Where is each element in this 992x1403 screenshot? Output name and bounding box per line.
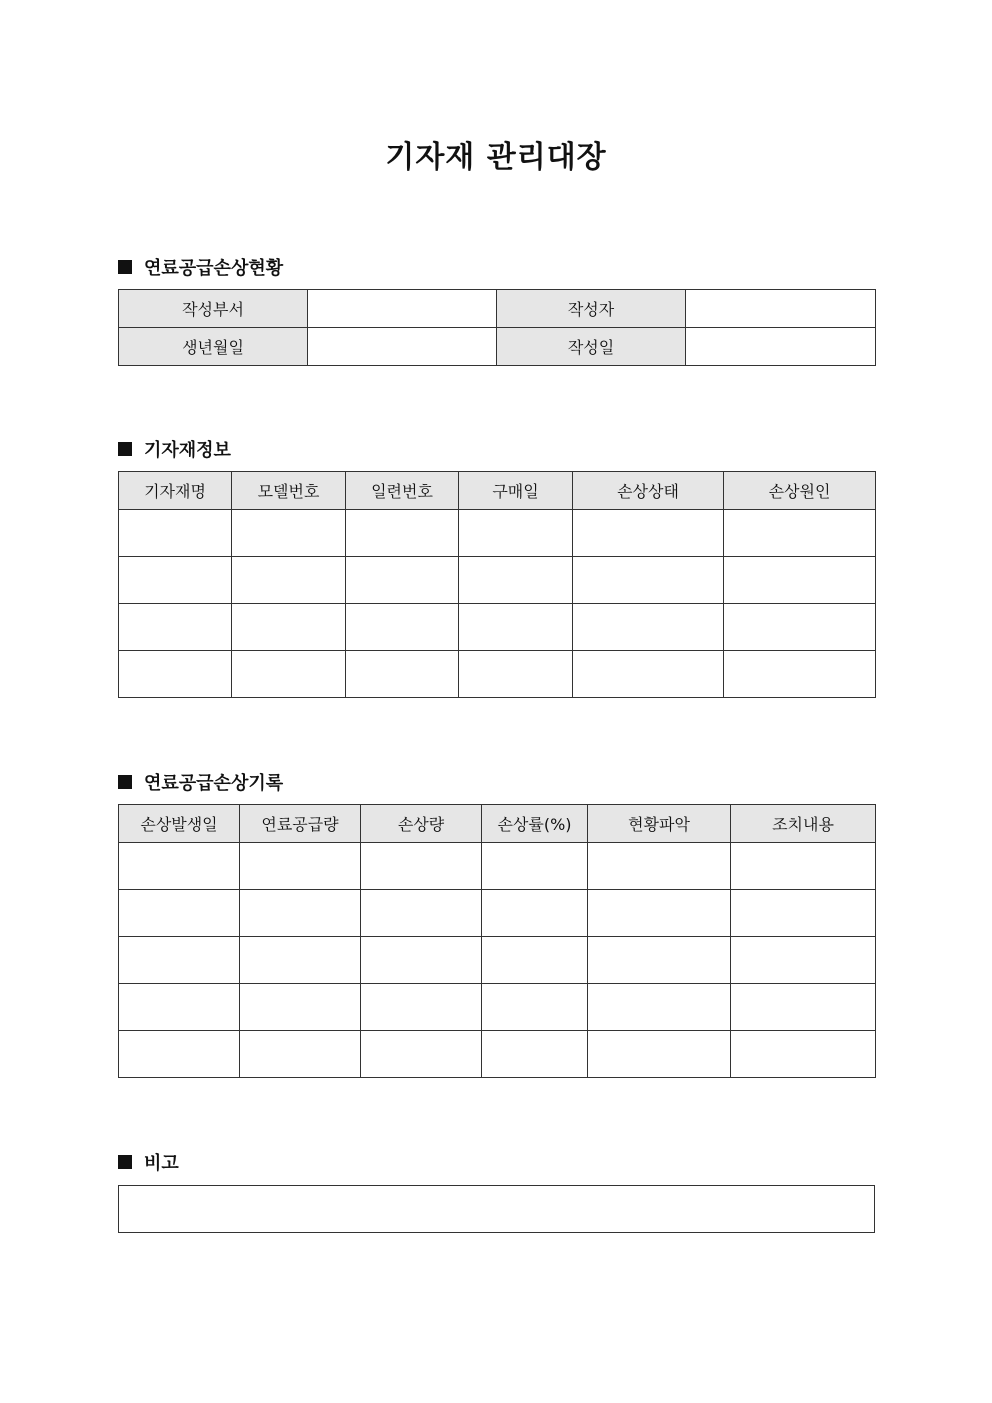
column-header-status-check: 현황파악 bbox=[588, 805, 731, 843]
author-field[interactable] bbox=[686, 290, 876, 328]
table-cell[interactable] bbox=[573, 651, 724, 698]
table-cell[interactable] bbox=[573, 510, 724, 557]
table-cell[interactable] bbox=[232, 651, 346, 698]
table-cell[interactable] bbox=[240, 1031, 361, 1078]
section-heading-records bbox=[118, 769, 283, 795]
table-cell[interactable] bbox=[731, 984, 876, 1031]
table-cell[interactable] bbox=[731, 843, 876, 890]
column-header-purchase-date: 구매일 bbox=[459, 472, 573, 510]
date-field[interactable] bbox=[686, 328, 876, 366]
records-table bbox=[118, 804, 876, 1078]
department-field[interactable] bbox=[308, 290, 497, 328]
table-cell[interactable] bbox=[119, 651, 232, 698]
table-cell[interactable] bbox=[240, 984, 361, 1031]
section-heading-status bbox=[118, 254, 283, 280]
table-cell[interactable] bbox=[588, 984, 731, 1031]
table-cell[interactable] bbox=[482, 1031, 588, 1078]
table-cell[interactable] bbox=[588, 1031, 731, 1078]
table-row bbox=[119, 890, 876, 937]
table-cell[interactable] bbox=[459, 604, 573, 651]
table-cell[interactable] bbox=[361, 984, 482, 1031]
table-cell[interactable] bbox=[588, 843, 731, 890]
column-header-model-number: 모델번호 bbox=[232, 472, 346, 510]
table-row bbox=[119, 604, 876, 651]
table-cell[interactable] bbox=[119, 604, 232, 651]
table-cell[interactable] bbox=[459, 510, 573, 557]
table-cell[interactable] bbox=[573, 557, 724, 604]
table-cell[interactable] bbox=[346, 510, 459, 557]
square-bullet-icon bbox=[118, 260, 132, 274]
table-cell[interactable] bbox=[573, 604, 724, 651]
table-cell[interactable] bbox=[724, 604, 876, 651]
document-title: 기자재 관리대장 bbox=[385, 140, 607, 175]
column-header-damage-cause: 손상원인 bbox=[724, 472, 876, 510]
table-cell[interactable] bbox=[361, 1031, 482, 1078]
table-header-row bbox=[119, 472, 876, 510]
table-cell[interactable] bbox=[240, 937, 361, 984]
table-cell[interactable] bbox=[119, 984, 240, 1031]
table-cell[interactable] bbox=[588, 937, 731, 984]
table-cell[interactable] bbox=[240, 843, 361, 890]
table-cell[interactable] bbox=[119, 890, 240, 937]
column-header-fuel-supply: 연료공급량 bbox=[240, 805, 361, 843]
column-header-equipment-name: 기자재명 bbox=[119, 472, 232, 510]
square-bullet-icon bbox=[118, 775, 132, 789]
table-row bbox=[119, 290, 876, 328]
table-cell[interactable] bbox=[361, 843, 482, 890]
table-cell[interactable] bbox=[482, 890, 588, 937]
birthdate-label: 생년월일 bbox=[119, 328, 308, 366]
table-row bbox=[119, 1186, 875, 1233]
table-cell[interactable] bbox=[346, 557, 459, 604]
section-heading-equipment bbox=[118, 436, 231, 462]
table-row bbox=[119, 984, 876, 1031]
birthdate-field[interactable] bbox=[308, 328, 497, 366]
table-cell[interactable] bbox=[724, 510, 876, 557]
table-row bbox=[119, 510, 876, 557]
column-header-damage-amount: 손상량 bbox=[361, 805, 482, 843]
section-heading-label: 기자재정보 bbox=[144, 440, 231, 461]
table-row bbox=[119, 843, 876, 890]
table-cell[interactable] bbox=[731, 1031, 876, 1078]
table-cell[interactable] bbox=[240, 890, 361, 937]
column-header-damage-status: 손상상태 bbox=[573, 472, 724, 510]
table-header-row bbox=[119, 805, 876, 843]
equipment-table bbox=[118, 471, 876, 698]
column-header-damage-rate: 손상률(%) bbox=[482, 805, 588, 843]
table-cell[interactable] bbox=[724, 557, 876, 604]
table-cell[interactable] bbox=[119, 510, 232, 557]
square-bullet-icon bbox=[118, 442, 132, 456]
status-table bbox=[118, 289, 876, 366]
table-cell[interactable] bbox=[482, 937, 588, 984]
table-row bbox=[119, 328, 876, 366]
column-header-serial-number: 일련번호 bbox=[346, 472, 459, 510]
remarks-table bbox=[118, 1185, 875, 1233]
section-heading-remarks bbox=[118, 1149, 179, 1175]
table-row bbox=[119, 1031, 876, 1078]
table-cell[interactable] bbox=[731, 890, 876, 937]
section-heading-label: 연료공급손상현황 bbox=[144, 258, 284, 279]
table-cell[interactable] bbox=[346, 651, 459, 698]
table-cell[interactable] bbox=[724, 651, 876, 698]
table-cell[interactable] bbox=[232, 510, 346, 557]
table-cell[interactable] bbox=[232, 557, 346, 604]
section-heading-label: 연료공급손상기록 bbox=[144, 773, 284, 794]
table-row bbox=[119, 557, 876, 604]
table-cell[interactable] bbox=[361, 937, 482, 984]
table-row bbox=[119, 651, 876, 698]
table-cell[interactable] bbox=[119, 937, 240, 984]
table-cell[interactable] bbox=[119, 843, 240, 890]
column-header-damage-date: 손상발생일 bbox=[119, 805, 240, 843]
square-bullet-icon bbox=[118, 1155, 132, 1169]
section-heading-label: 비고 bbox=[144, 1153, 179, 1174]
table-cell[interactable] bbox=[588, 890, 731, 937]
table-cell[interactable] bbox=[482, 984, 588, 1031]
author-label: 작성자 bbox=[497, 290, 686, 328]
table-cell[interactable] bbox=[346, 604, 459, 651]
table-cell[interactable] bbox=[459, 557, 573, 604]
table-cell[interactable] bbox=[232, 604, 346, 651]
date-label: 작성일 bbox=[497, 328, 686, 366]
table-cell[interactable] bbox=[482, 843, 588, 890]
department-label: 작성부서 bbox=[119, 290, 308, 328]
table-cell[interactable] bbox=[731, 937, 876, 984]
table-cell[interactable] bbox=[459, 651, 573, 698]
table-cell[interactable] bbox=[361, 890, 482, 937]
table-cell[interactable] bbox=[119, 557, 232, 604]
table-row bbox=[119, 937, 876, 984]
table-cell[interactable] bbox=[119, 1031, 240, 1078]
remarks-field[interactable] bbox=[119, 1186, 875, 1233]
column-header-action: 조치내용 bbox=[731, 805, 876, 843]
